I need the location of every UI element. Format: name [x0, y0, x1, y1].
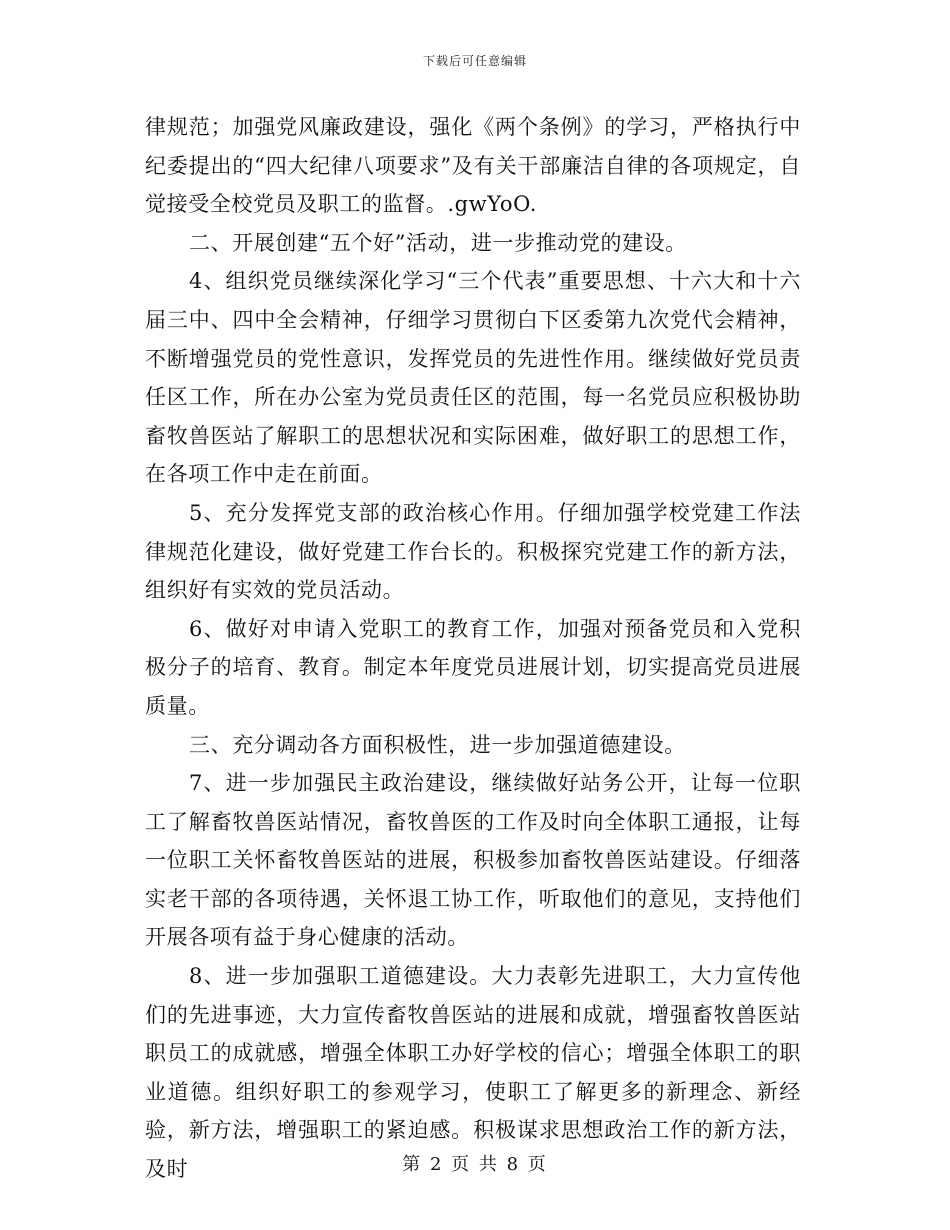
section-heading-3: 三、充分调动各方面积极性，进一步加强道德建设。: [189, 732, 686, 757]
paragraph-item-5: 5、充分发挥党支部的政治核心作用。仔细加强学校党建工作法律规范化建设，做好党建工作台长的。积极探究党建工作的新方法，组织好有实效的党员活动。: [145, 500, 801, 603]
paragraph-item-8: 8、进一步加强职工道德建设。大力表彰先进职工，大力宣传他们的先进事迹，大力宣传畜牧兽医站的进展和成就，增强畜牧兽医站职员工的成就感，增强全体职工办好学校的信心；增强全体职工的职业道德。组织好职工的参观学习，使职工了解更多的新理念、新经验，新方法，增强职工的紧迫感。积极谋求思想政治工作的新方法，及时: [145, 964, 801, 1182]
paragraph-item-6: 6、做好对申请入党职工的教育工作，加强对预备党员和入党积极分子的培育、教育。制定本年度党员进展计划，切实提高党员进展质量。: [145, 616, 801, 718]
page-number-footer: 第 2 页 共 8 页: [402, 1154, 548, 1175]
paragraph-item-7: 7、进一步加强民主政治建设，继续做好站务公开，让每一位职工了解畜牧兽医站情况，畜牧兽医的工作及时向全体职工通报，让每一位职工关怀畜牧兽医站的进展，积极参加畜牧兽医站建设。仔细落实老干部的各项待遇，关怀退工协工作，听取他们的意见，支持他们开展各项有益于身心健康的活动。: [145, 771, 801, 950]
paragraph-item-4: 4、组织党员继续深化学习“三个代表”重要思想、十六大和十六届三中、四中全会精神，仔细学习贯彻白下区委第九次党代会精神，不断增强党员的党性意识，发挥党员的先进性作用。继续做好党员责任区工作，所在办公室为党员责任区的范围，每一名党员应积极协助畜牧兽医站了解职工的思想状况和实际困难，做好职工的思想工作，在各项工作中走在前面。: [145, 269, 801, 487]
page-header: 下载后可任意编辑: [422, 54, 527, 68]
paragraph-1: 律规范；加强党风廉政建设，强化《两个条例》的学习，严格执行中纪委提出的“四大纪律八项要求”及有关干部廉洁自律的各项规定，自觉接受全校党员及职工的监督。.gwYoO.: [145, 115, 801, 217]
section-heading-2: 二、开展创建“五个好”活动，进一步推动党的建设。: [189, 230, 687, 255]
document-body: [145, 108, 801, 1189]
